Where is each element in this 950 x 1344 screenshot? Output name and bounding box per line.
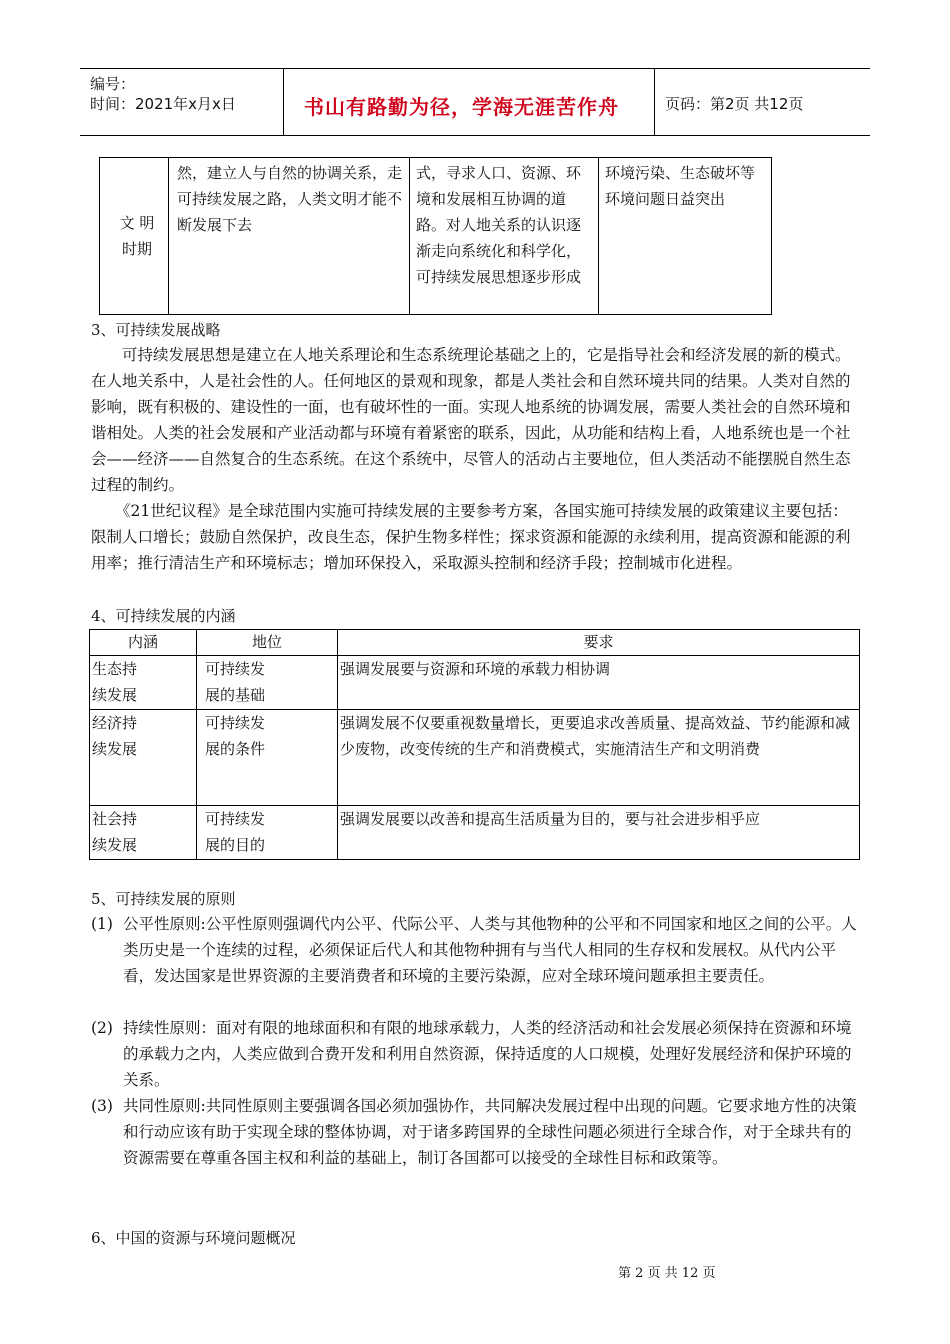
history-col3: 式，寻求人口、资源、环境和发展相互协调的道路。对人地关系的认识逐渐走向系统化和科学化，可持续发展思想逐步形成 [410,158,599,315]
principle-label: (2) [91,1019,113,1037]
header-meta [80,69,284,135]
header-motto-cell [284,69,655,135]
era-cell: 文 明 时期 [100,158,169,315]
col-header-requirement: 要求 [338,630,860,656]
section6-title: 6、中国的资源与环境问题概况 [91,1229,296,1247]
page-header [80,68,870,136]
principle-item [91,911,861,989]
row-role: 可持续发 展的目的 [197,806,338,860]
table-row [90,710,860,806]
principle-text: 持续性原则：面对有限的地球面积和有限的地球承载力，人类的经济活动和社会发展必须保持在资源和环境的承载力之内，人类应做到合费开发和利用自然资源，保持适度的人口规模，处理好发展经济和保护环境的关系。 [123,1019,852,1089]
principle-text: 共同性原则:共同性原则主要强调各国必须加强协作，共同解决发展过程中出现的问题。它要求地方性的决策和行动应该有助于实现全球的整体协调，对于诸多跨国界的全球性问题必须进行全球合作，对于全球共有的资源需要在尊重各国主权和利益的基础上，制订各国都可以接受的全球性目标和政策等。 [123,1097,857,1167]
section5-title: 5、可持续发展的原则 [91,890,236,908]
col-header-connotation: 内涵 [90,630,197,656]
time-label: 时间：2021年x月x日 [90,95,236,113]
connotation-table [89,629,860,860]
header-page-cell [655,69,870,135]
motto: 书山有路勤为径，学海无涯苦作舟 [304,95,619,119]
row-role: 可持续发 展的基础 [197,656,338,710]
row-name: 社会持 续发展 [90,806,197,860]
number-label: 编号： [90,75,136,93]
history-table [99,157,772,315]
history-col2: 然，建立人与自然的协调关系，走可持续发展之路，人类文明才能不断发展下去 [169,158,410,315]
history-col4: 环境污染、生态破坏等环境问题日益突出 [599,158,772,315]
page-footer: 第 2 页 共 12 页 [618,1266,716,1281]
section3-title: 3、可持续发展战略 [91,321,221,339]
row-requirement: 强调发展要以改善和提高生活质量为目的，要与社会进步相乎应 [338,806,860,860]
section3-paragraph2: 《21世纪议程》是全球范围内实施可持续发展的主要参考方案，各国实施可持续发展的政策建议主要包括：限制人口增长；鼓励自然保护，改良生态，保护生物多样性；探求资源和能源的永续利用，提高资源和能源的利用率；推行清洁生产和环境标志；增加环保投入，采取源头控制和经济手段；控制城市化进程。 [91,502,851,572]
table-row [90,656,860,710]
principle-label: (1) [91,915,113,933]
principle-label: (3) [91,1097,113,1115]
row-requirement: 强调发展不仅要重视数量增长，更要追求改善质量、提高效益、节约能源和减少废物，改变传统的生产和消费模式，实施清洁生产和文明消费 [338,710,860,806]
principle-item [91,1093,861,1171]
row-name: 生态持 续发展 [90,656,197,710]
principle-text: 公平性原则:公平性原则强调代内公平、代际公平、人类与其他物种的公平和不同国家和地区之间的公平。人类历史是一个连续的过程，必须保证后代人和其他物种拥有与当代人相同的生存权和发展权。从代内公平看，发达国家是世界资源的主要消费者和环境的主要污染源，应对全球环境问题承担主要责任。 [123,915,857,985]
section4-title: 4、可持续发展的内涵 [91,607,236,625]
section3-paragraph1: 可持续发展思想是建立在人地关系理论和生态系统理论基础之上的，它是指导社会和经济发展的新的模式。在人地关系中，人是社会性的人。任何地区的景观和现象，都是人类社会和自然环境共同的结果。人类对自然的影响，既有积极的、建设性的一面，也有破坏性的一面。实现人地系统的协调发展，需要人类社会的自然环境和谐相处。人类的社会发展和产业活动都与环境有着紧密的联系，因此，从功能和结构上看，人地系统也是一个社会——经济——自然复合的生态系统。在这个系统中，尽管人的活动占主要地位，但人类活动不能摆脱自然生态过程的制约。 [91,346,851,494]
principle-item [91,1015,861,1093]
row-role: 可持续发 展的条件 [197,710,338,806]
header-page-info: 页码：第2页 共12页 [665,95,804,113]
row-requirement: 强调发展要与资源和环境的承载力相协调 [338,656,860,710]
row-name: 经济持 续发展 [90,710,197,806]
table-row [90,806,860,860]
col-header-position: 地位 [197,630,338,656]
